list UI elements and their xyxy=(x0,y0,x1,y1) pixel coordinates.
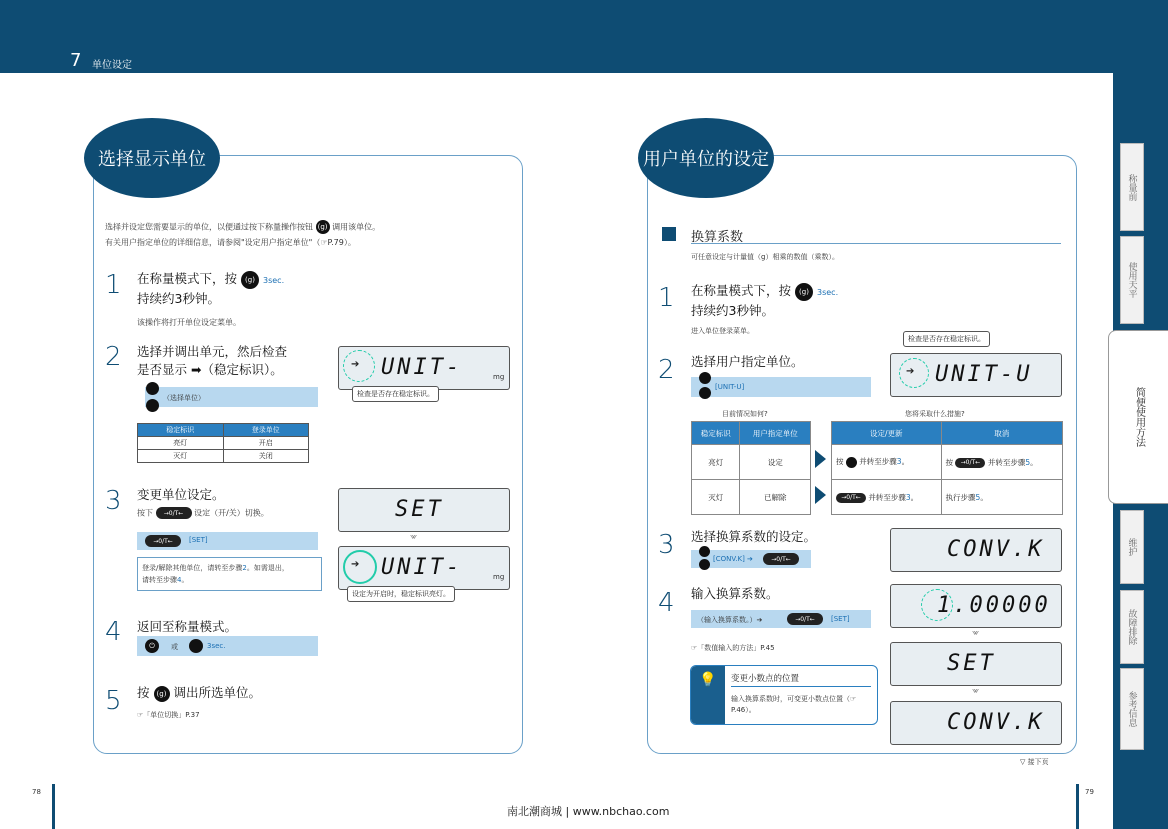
top-header-bar xyxy=(0,0,1168,73)
power-key-icon: ⏻ xyxy=(145,639,159,653)
left-step5-title: 按 (g) 调出所选单位。 xyxy=(137,685,261,700)
tip-title: 变更小数点的位置 xyxy=(731,674,800,684)
left-step3-note: 登录/解除其他单位，请转至步骤2。如需退出， 请转至步骤4。 xyxy=(137,557,322,591)
g-key-icon: (g) xyxy=(241,271,259,289)
left-step2-callout: 检查是否存在稳定标识。 xyxy=(352,386,439,402)
left-step4-number: 4 xyxy=(105,617,122,647)
down-key-icon xyxy=(699,387,711,399)
left-step3-callout: 设定为开启时，稳定标识亮灯。 xyxy=(347,586,455,602)
tip-body: 输入换算系数时，可变更小数点位置（☞P.46）。 xyxy=(731,695,857,714)
arrow-right-icon xyxy=(815,450,826,468)
right-step3-hint-box: [CONV.K] ➔ →0/T← xyxy=(691,550,811,568)
row1-set-action: 按 并转至步骤3。 xyxy=(832,445,942,480)
continue-next-page: ▽ 接下页 xyxy=(1020,758,1049,766)
right-step4-lcd-value: 1.00000 xyxy=(890,584,1062,628)
tip-divider xyxy=(731,686,871,687)
conversion-section-desc: 可任意设定与计量值（g）相乘的数值（乘数）。 xyxy=(691,253,839,261)
down-key-icon xyxy=(699,559,710,570)
page-marker-right xyxy=(1076,784,1079,829)
right-step4-lcd-set: SET xyxy=(890,642,1062,686)
right-step2-state-table: 稳定标识 用户指定单位 亮灯 设定 灭灯 已解除 xyxy=(691,421,811,515)
left-step3-title: 变更单位设定。 xyxy=(137,487,225,502)
stability-arrow-icon: ➔ xyxy=(351,559,360,570)
up-key-icon xyxy=(146,382,159,395)
right-step4-title: 输入换算系数。 xyxy=(691,586,779,601)
right-step1-note: 进入单位登录菜单。 xyxy=(691,327,754,335)
conversion-section-title: 换算系数 xyxy=(691,230,744,245)
chapter-title: 单位设定 xyxy=(92,60,132,71)
right-step2-number: 2 xyxy=(658,355,675,385)
left-step3-number: 3 xyxy=(105,486,122,516)
tab-reference[interactable]: 参考信息 xyxy=(1120,668,1144,750)
right-step2-title: 选择用户指定单位。 xyxy=(691,354,804,369)
left-step4-hint-box: ⏻ 或 3sec. xyxy=(137,636,318,656)
left-step1-note: 该操作将打开单位设定菜单。 xyxy=(137,318,241,327)
right-step4-ref: ☞「数值输入的方法」P.45 xyxy=(691,644,775,652)
right-step3-number: 3 xyxy=(658,530,675,560)
left-step5-number: 5 xyxy=(105,686,122,716)
right-step4-lcd-conv: CONV.K xyxy=(890,701,1062,745)
row2-cancel-action: 执行步骤5。 xyxy=(941,480,1062,515)
tab-before-weighing[interactable]: 称量前 xyxy=(1120,143,1144,231)
left-intro-line2: 有关用户指定单位的详细信息，请参阅"设定用户指定单位"（☞P.79）。 xyxy=(105,238,356,247)
right-step3-lcd: CONV.K xyxy=(890,528,1062,572)
transition-arrow-icon: ⩖ xyxy=(410,532,418,542)
right-step2-hint-box: [UNIT-U] xyxy=(691,377,871,397)
left-step3-lcd-unit: ➔ UNIT- mg xyxy=(338,546,510,590)
up-key-icon xyxy=(699,372,711,384)
print-key-icon xyxy=(846,457,857,468)
hold-3sec: 3sec. xyxy=(262,276,285,285)
down-key-icon xyxy=(146,399,159,412)
left-step5-ref: ☞「单位切换」P.37 xyxy=(137,711,200,719)
left-step2-number: 2 xyxy=(105,342,122,372)
row1-cancel-action: 按 →0/T← 并转至步骤5。 xyxy=(941,445,1062,480)
left-step2-table: 稳定标识 登录单位 亮灯 开启 灭灯 关闭 xyxy=(137,423,309,463)
left-intro-line1: 选择并设定您需要显示的单位，以便通过按下称量操作按钮 (g) 调用该单位。 xyxy=(105,220,380,234)
right-step3-title: 选择换算系数的设定。 xyxy=(691,529,817,544)
tab-using-balance[interactable]: 使用天平 xyxy=(1120,236,1144,324)
right-step1-number: 1 xyxy=(658,283,675,313)
row2-set-action: →0/T← 并转至步骤3。 xyxy=(832,480,942,515)
current-state-question: 目前情况如何? xyxy=(722,410,768,418)
right-step4-number: 4 xyxy=(658,588,675,618)
tab-maintenance[interactable]: 维护 xyxy=(1120,510,1144,584)
left-step2-hint-box: （选择单位） xyxy=(145,387,318,407)
transition-arrow-icon: ⩖ xyxy=(972,686,980,696)
g-key-icon: (g) xyxy=(795,283,813,301)
up-key-icon xyxy=(699,546,710,557)
arrow-right-icon xyxy=(815,486,826,504)
left-step3-hint-box: →0/T← [SET] xyxy=(137,532,318,550)
transition-arrow-icon: ⩖ xyxy=(972,628,980,638)
left-step2-lcd: ➔ UNIT- mg xyxy=(338,346,510,390)
tab-easy-use-active[interactable]: 简便使用方法 xyxy=(1108,330,1168,504)
action-question: 您将采取什么措施? xyxy=(905,410,965,418)
right-step1-title: 在称量模式下，按 (g) 3sec. 持续约3秒钟。 xyxy=(691,283,839,318)
footer-site[interactable]: 南北潮商城 | www.nbchao.com xyxy=(507,805,670,818)
cal-key-icon xyxy=(189,639,203,653)
left-step3-desc: 按下 →0/T← 设定（开/关）切换。 xyxy=(137,508,269,518)
tab-troubleshooting[interactable]: 故障排除 xyxy=(1120,590,1144,664)
left-section-title: 选择显示单位 xyxy=(84,118,220,198)
hold-3sec: 3sec. xyxy=(816,288,839,297)
stability-arrow-icon: ➔ xyxy=(351,359,360,370)
section-marker xyxy=(662,227,676,241)
left-step3-lcd-set: SET xyxy=(338,488,510,532)
left-step1-title: 在称量模式下，按 (g) 3sec. 持续约3秒钟。 xyxy=(137,271,285,306)
right-step2-callout: 检查是否存在稳定标识。 xyxy=(903,331,990,347)
left-step4-title: 返回至称量模式。 xyxy=(137,619,238,634)
tip-box xyxy=(690,665,878,725)
g-key-icon: (g) xyxy=(154,686,170,702)
zero-tare-key-icon: →0/T← xyxy=(156,507,192,519)
stability-arrow-icon: ➔ xyxy=(906,366,915,377)
section-underline xyxy=(691,243,1061,244)
g-key-icon: (g) xyxy=(316,220,330,234)
right-step2-lcd: ➔ UNIT-U xyxy=(890,353,1062,397)
page-number-left: 78 xyxy=(32,788,41,796)
page-number-right: 79 xyxy=(1085,788,1094,796)
left-step1-number: 1 xyxy=(105,270,122,300)
page-marker-left xyxy=(52,784,55,829)
hold-3sec: 3sec. xyxy=(207,642,226,650)
lightbulb-icon: 💡 xyxy=(699,672,717,688)
left-step2-title: 选择并调出单元，然后检查 是否显示 ➡（稳定标识）。 xyxy=(137,344,288,377)
right-section-title: 用户单位的设定 xyxy=(638,118,774,198)
chapter-number: 7 xyxy=(70,50,82,71)
right-step4-hint-box: （输入换算系数。）➔ →0/T← [SET] xyxy=(691,610,871,628)
right-step2-action-table: 设定/更新 取消 按 并转至步骤3。 按 →0/T← 并转至步骤5。 →0/T← 并转至步骤3。 执行步骤5。 xyxy=(831,421,1063,515)
stability-mark-highlight xyxy=(343,550,377,584)
